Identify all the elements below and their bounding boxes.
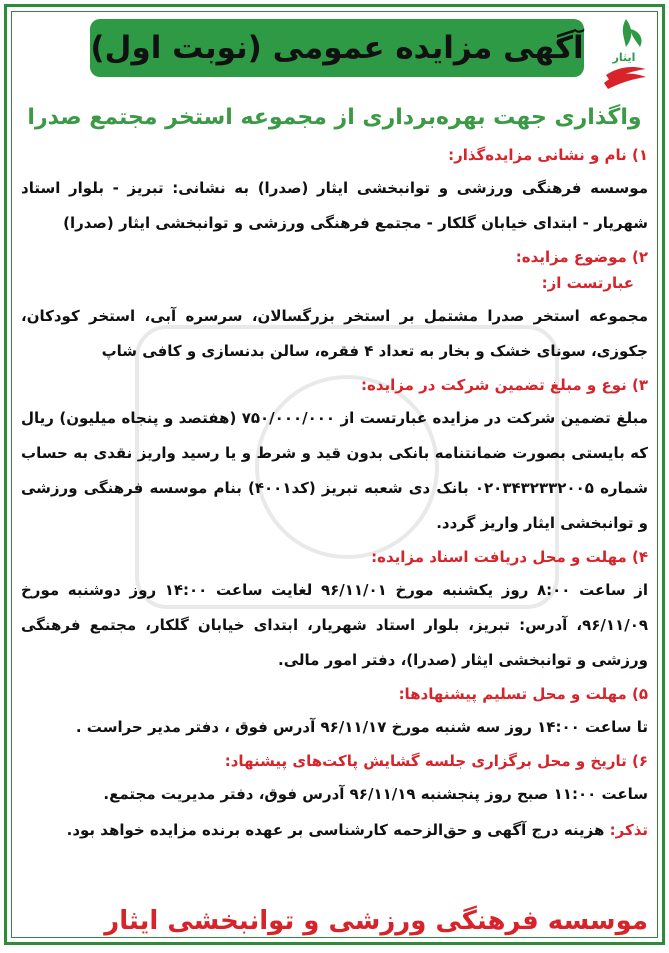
- section-2-heading: ۲) موضوع مزایده:: [515, 248, 648, 266]
- announcement-title: آگهی مزایده عمومی (نوبت اول): [90, 30, 584, 66]
- section-4-heading: ۴) مهلت و محل دریافت اسناد مزایده:: [371, 548, 648, 566]
- footer-organization: موسسه فرهنگی ورزشی و توانبخشی ایثار: [104, 906, 648, 936]
- section-4-body: از ساعت ۸:۰۰ روز یکشنبه مورخ ۹۶/۱۱/۰۱ لغایت ساعت ۱۴:۰۰ روز دوشنبه مورخ ۹۶/۱۱/۰۹، آدرس: تبریز، بلوار استاد شهریار، ابتدای خیابان گلکار، مجتمع فرهنگی ورزشی و توانبخشی ایثار (صدرا)، دفتر امور مالی.: [21, 581, 648, 669]
- note-text: هزینه درج آگهی و حق‌الزحمه کارشناسی بر عهده برنده مزایده خواهد بود.: [66, 821, 605, 839]
- title-banner: [90, 19, 584, 77]
- note-row: [21, 818, 648, 842]
- section-6-body: ساعت ۱۱:۰۰ صبح روز پنجشنبه ۹۶/۱۱/۱۹ آدرس فوق، دفتر مدیریت مجتمع.: [103, 785, 648, 803]
- section-2-body: مجموعه استخر صدرا مشتمل بر استخر بزرگسالان، سرسره آبی، استخر کودکان، جکوزی، سونای خشک و بخار به تعداد ۴ فقره، سالن بدنسازی و کافی شاپ: [21, 307, 648, 360]
- section-5-body: تا ساعت ۱۴:۰۰ روز سه شنبه مورخ ۹۶/۱۱/۱۷ آدرس فوق ، دفتر مدیر حراست .: [75, 718, 648, 736]
- announcement-content: [21, 145, 648, 842]
- announcement-subtitle: واگذاری جهت بهره‌برداری از مجموعه استخر مجتمع صدرا: [27, 105, 642, 130]
- announcement-page: [4, 4, 665, 945]
- section-6-heading: ۶) تاریخ و محل برگزاری جلسه گشایش پاکت‌های پیشنهاد:: [224, 752, 648, 770]
- section-3-heading: ۳) نوع و مبلغ تضمین شرکت در مزایده:: [361, 376, 648, 394]
- svg-text:ایثار: ایثار: [612, 51, 636, 64]
- note-label: تذکر:: [609, 821, 648, 839]
- isar-logo-icon: [596, 13, 652, 91]
- section-1-heading: ۱) نام و نشانی مزایده‌گذار:: [448, 146, 648, 164]
- section-3-body: مبلغ تضمین شرکت در مزایده عبارتست از ۷۵۰/۰۰۰/۰۰۰ (هفتصد و پنجاه میلیون) ریال که بایستی بصورت ضمانتنامه بانکی بدون قید و شرط و یا رسید واریز نقدی به حساب شماره ۰۲۰۳۴۳۲۳۳۲۰۰۵ بانک دی شعبه تبریز (کد۴۰۰۱) بنام موسسه فرهنگی ورزشی و توانبخشی ایثار واریز گردد.: [21, 409, 649, 532]
- section-1-body: موسسه فرهنگی ورزشی و توانبخشی ایثار (صدرا) به نشانی: تبریز - بلوار استاد شهریار - ابتدای خیابان گلکار - مجتمع فرهنگی ورزشی و توانبخشی ایثار (صدرا): [21, 179, 648, 232]
- section-2-subheading: عبارتست از:: [541, 274, 634, 292]
- section-5-heading: ۵) مهلت و محل تسلیم پیشنهادها:: [398, 685, 648, 703]
